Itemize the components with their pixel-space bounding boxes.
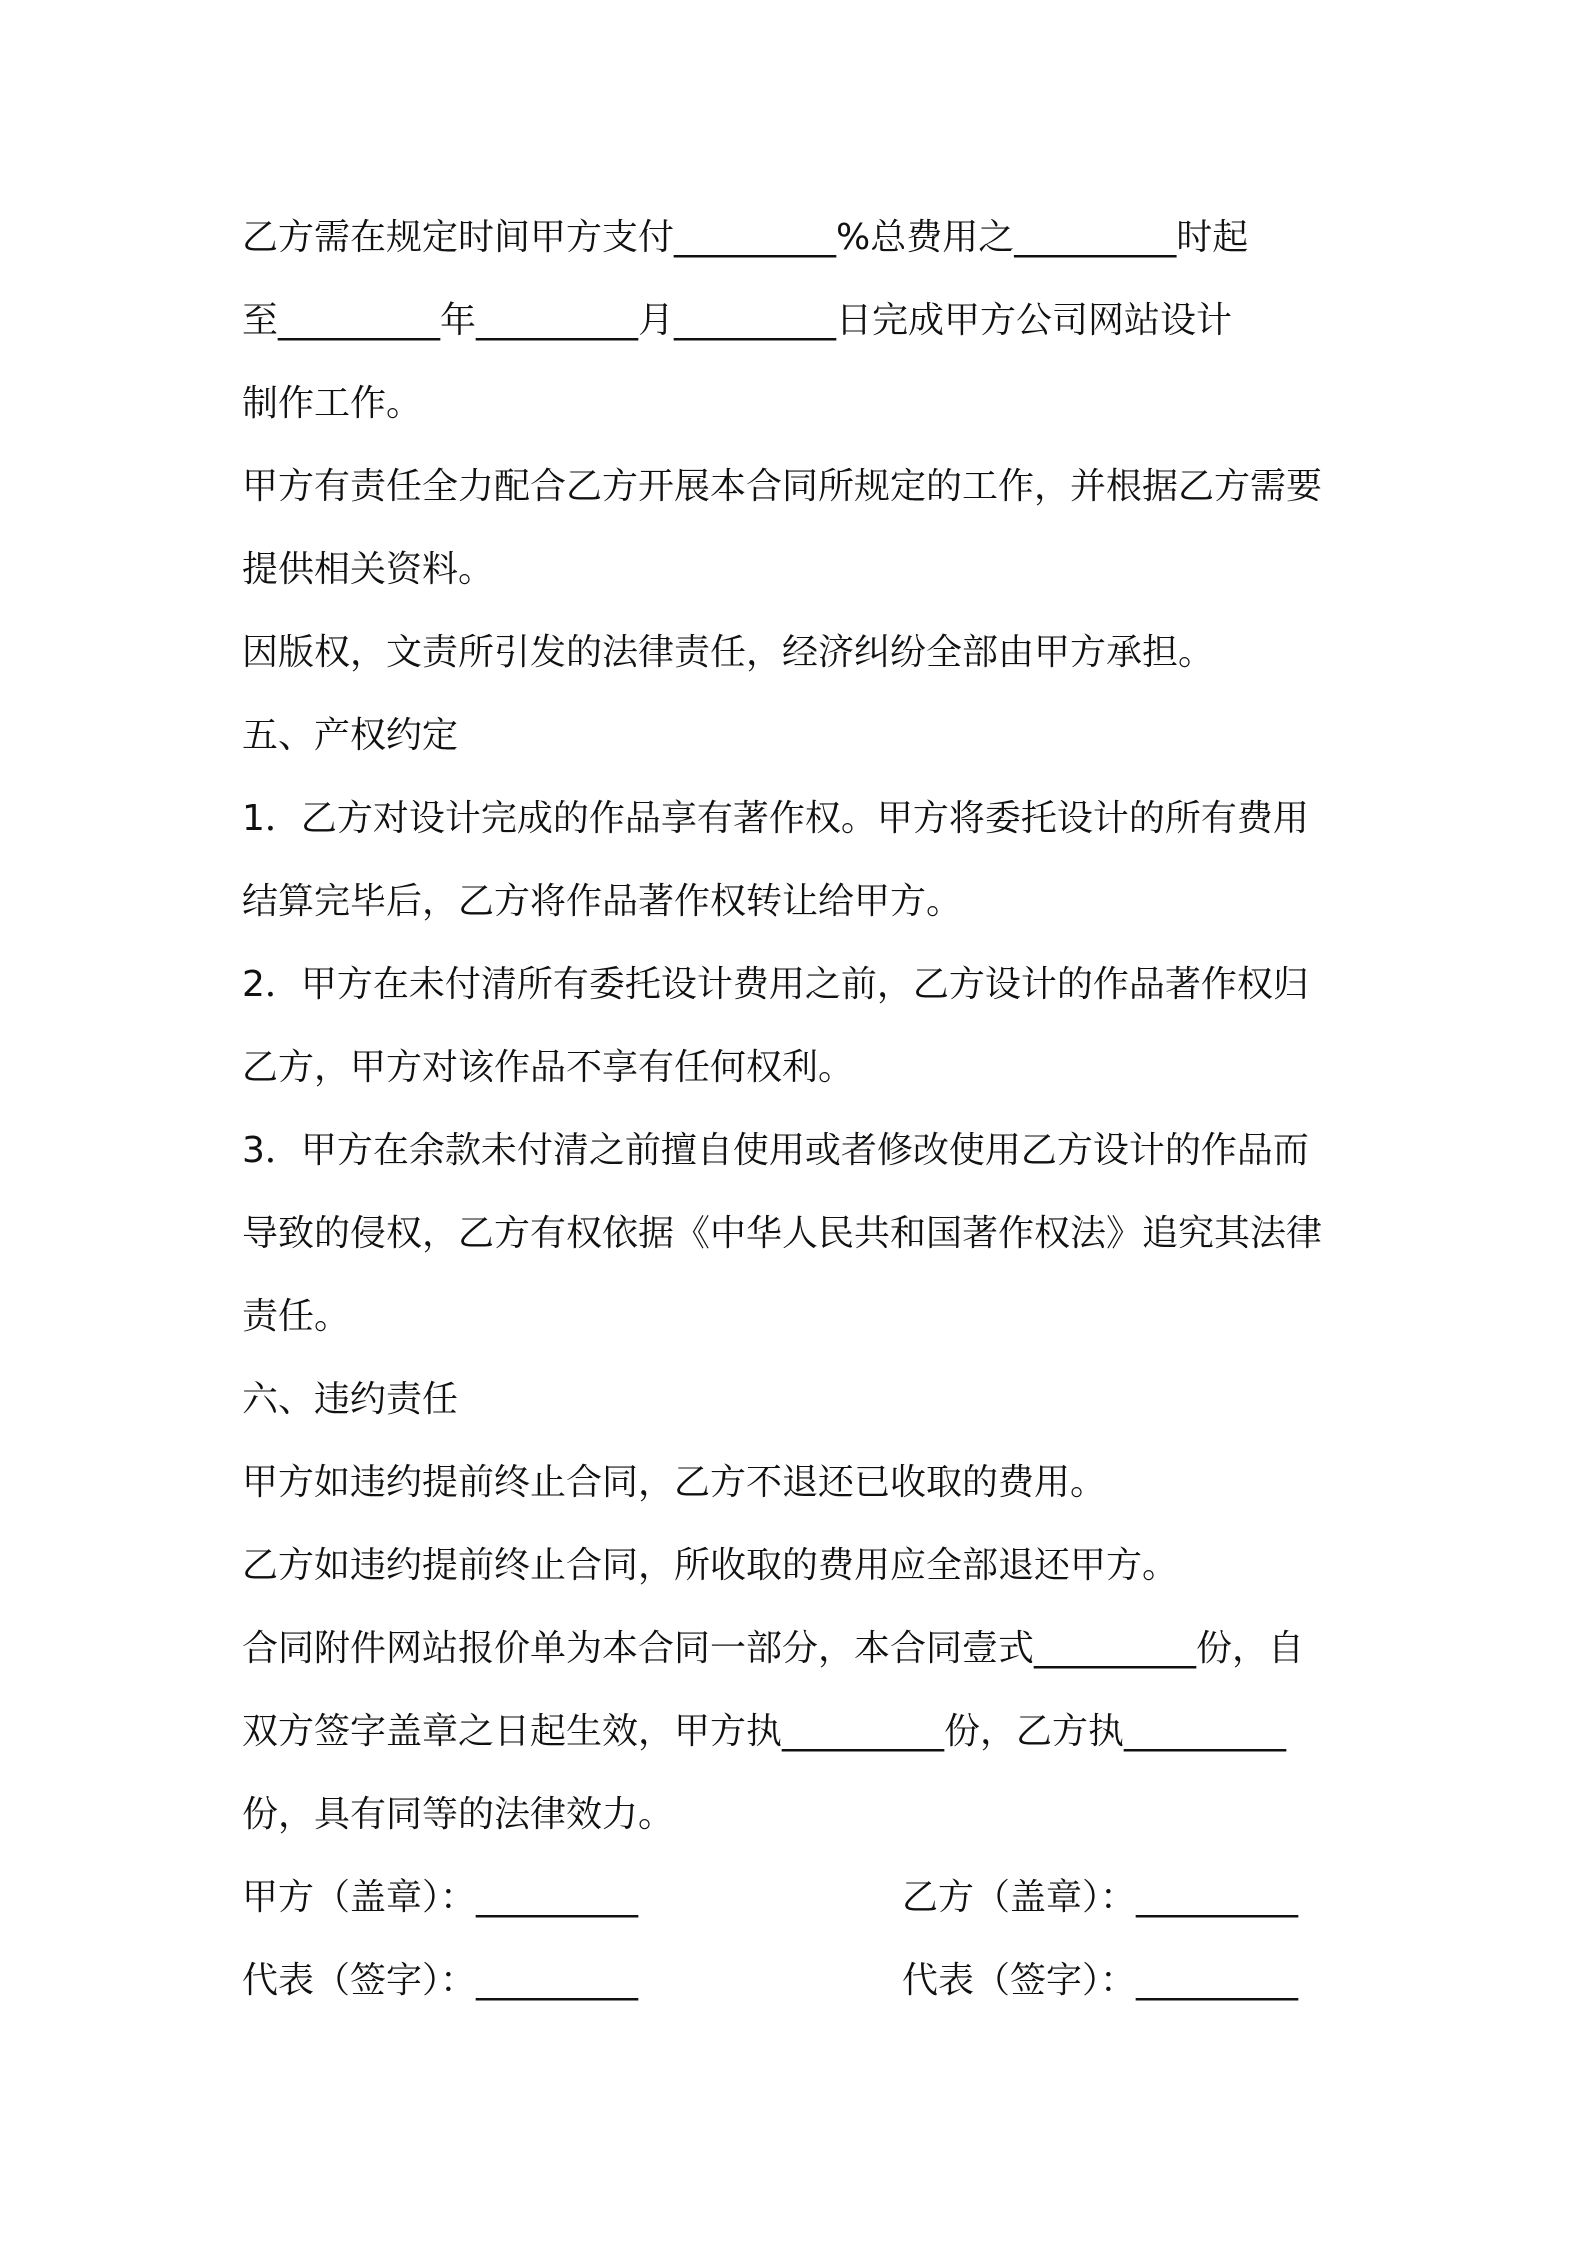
signature-row [242,1939,1362,2022]
text-line: 甲方如违约提前终止合同，乙方不退还已收取的费用。 [242,1462,1107,1503]
party-a-seal-field: 甲方（盖章）：_________ [242,1877,639,1918]
text-line: 导致的侵权，乙方有权依据《中华人民共和国著作权法》追究其法律 [242,1213,1323,1254]
party-a-representative-field: 代表（签字）：_________ [242,1960,639,2001]
text-line: 结算完毕后，乙方将作品著作权转让给甲方。 [242,881,963,922]
text-line: 3．甲方在余款未付清之前擅自使用或者修改使用乙方设计的作品而 [242,1130,1309,1171]
text-line: 至_________年_________月_________日完成甲方公司网站设计 [242,300,1233,341]
text-line: 责任。 [242,1296,351,1337]
section-heading: 六、违约责任 [242,1379,459,1420]
text-line: 份，具有同等的法律效力。 [242,1794,675,1835]
document-body [242,196,1362,2022]
text-line: 合同附件网站报价单为本合同一部分，本合同壹式_________份，自 [242,1628,1305,1669]
party-b-representative-field: 代表（签字）：_________ [902,1960,1299,2001]
text-line: 乙方需在规定时间甲方支付_________%总费用之_________时起 [242,217,1249,258]
text-line: 双方签字盖章之日起生效，甲方执_________份，乙方执_________ [242,1711,1287,1752]
text-line: 乙方如违约提前终止合同，所收取的费用应全部退还甲方。 [242,1545,1179,1586]
signature-row [242,1856,1362,1939]
party-b-seal-field: 乙方（盖章）：_________ [902,1877,1299,1918]
text-line: 提供相关资料。 [242,549,495,590]
text-line: 乙方，甲方对该作品不享有任何权利。 [242,1047,855,1088]
text-line: 1．乙方对设计完成的作品享有著作权。甲方将委托设计的所有费用 [242,798,1309,839]
text-line: 甲方有责任全力配合乙方开展本合同所规定的工作，并根据乙方需要 [242,466,1323,507]
text-line: 2．甲方在未付清所有委托设计费用之前，乙方设计的作品著作权归 [242,964,1309,1005]
text-line: 制作工作。 [242,383,423,424]
section-heading: 五、产权约定 [242,715,459,756]
text-line: 因版权，文责所引发的法律责任，经济纠纷全部由甲方承担。 [242,632,1215,673]
